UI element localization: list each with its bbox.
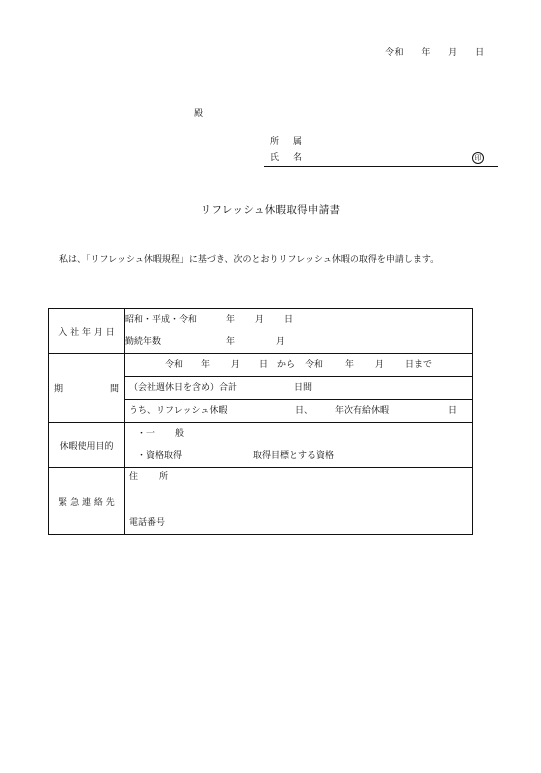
department-label: 所 属 (270, 137, 303, 147)
purpose-cell[interactable] (125, 423, 473, 468)
date-era: 令和 (385, 48, 405, 58)
emergency-row (49, 468, 473, 535)
period-label: 期 間 (49, 354, 125, 423)
applicant-block (264, 134, 498, 167)
service-month: 月 (276, 337, 286, 347)
hire-date-line[interactable] (125, 309, 472, 331)
hire-date-label: 入 社 年 月 日 (49, 309, 125, 354)
purpose-qualification-line[interactable]: ・資格取得 取得目標とする資格 (137, 451, 335, 461)
service-year: 年 (226, 337, 236, 347)
emergency-cell[interactable] (125, 468, 473, 535)
period-breakdown-line[interactable]: うち、リフレッシュ休暇 日、 年次有給休暇 日 (125, 399, 472, 422)
period-cell (125, 354, 473, 423)
date-day: 日 (475, 48, 485, 58)
era-options: 昭和・平成・令和 (125, 315, 198, 325)
hire-date-cell[interactable] (125, 309, 473, 354)
service-years-label: 勤続年数 (125, 337, 162, 347)
purpose-row (49, 423, 473, 468)
hire-month: 月 (255, 315, 265, 325)
purpose-label: 休暇使用目的 (49, 423, 125, 468)
date-month: 月 (448, 48, 458, 58)
service-years-line[interactable] (125, 331, 472, 353)
intro-text: 私は、「リフレッシュ休暇規程」に基づき、次のとおりリフレッシュ休暇の取得を申請します。 (59, 255, 440, 265)
application-table (48, 308, 473, 535)
emergency-phone-label: 電話番号 (129, 518, 166, 528)
hire-year: 年 (226, 315, 236, 325)
name-label: 氏 名 (270, 153, 303, 163)
emergency-address-label-2: 所 (159, 472, 169, 482)
period-row (49, 354, 473, 423)
period-total-line[interactable]: （会社週休日を含め）合計 日間 (125, 376, 472, 399)
emergency-label: 緊 急 連 絡 先 (49, 468, 125, 535)
addressee: 殿 (194, 109, 204, 119)
emergency-address-label-1: 住 (129, 472, 139, 482)
document-title: リフレッシュ休暇取得申請書 (200, 204, 341, 216)
period-range-line[interactable]: 令和 年 月 日 から 令和 年 月 日まで (165, 360, 433, 370)
date-year: 年 (421, 48, 431, 58)
hire-day: 日 (284, 315, 294, 325)
name-row[interactable] (264, 150, 498, 167)
date-line (385, 45, 485, 58)
seal-icon: 印 (472, 152, 484, 164)
hire-date-row (49, 309, 473, 354)
purpose-general-line[interactable]: ・一 般 (137, 429, 185, 439)
department-row[interactable] (264, 134, 498, 150)
